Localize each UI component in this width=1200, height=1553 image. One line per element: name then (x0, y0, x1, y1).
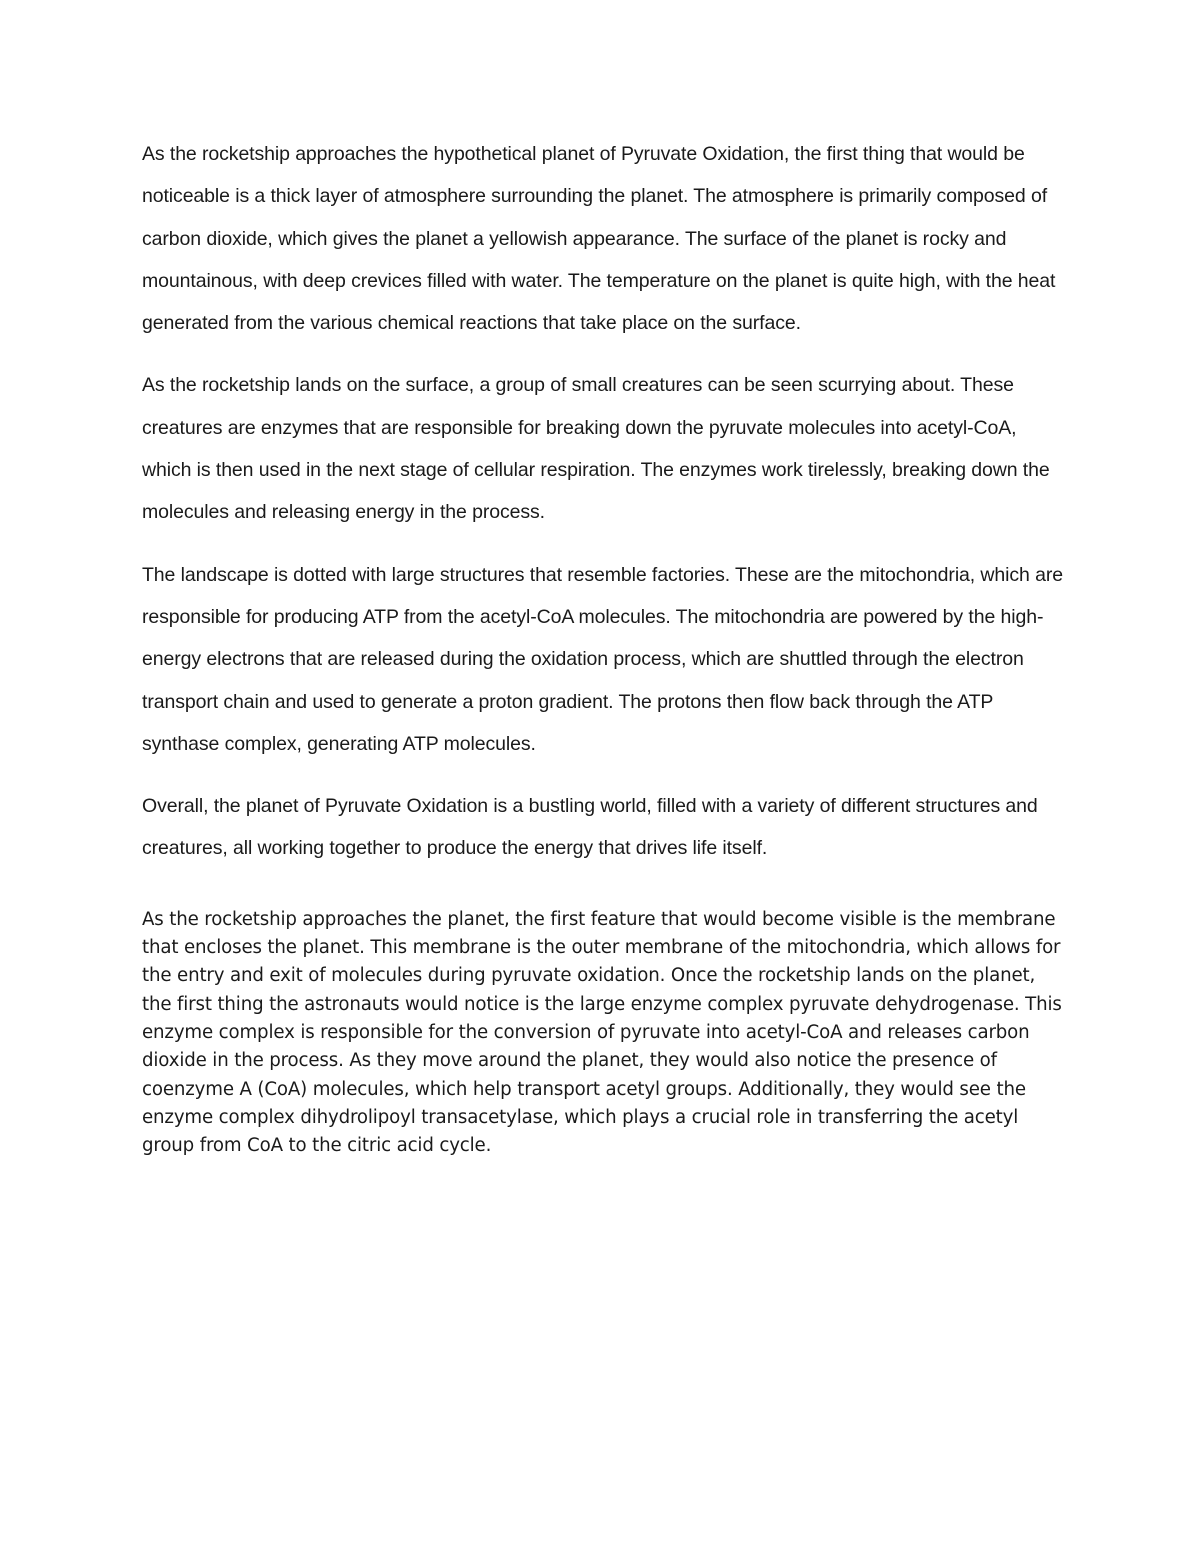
paragraph-mitochondria: The landscape is dotted with large structures that resemble factories. These are the mitochondria, which are responsible for producing ATP from the acetyl-CoA molecules. The mitochondria are powered by the high-energy electrons that are released during the oxidation process, which are shuttled through the electron transport chain and used to generate a proton gradient. The protons then flow back through the ATP synthase complex, generating ATP molecules. (142, 563, 1063, 755)
document-body (142, 133, 1067, 1160)
paragraph-enzymes: As the rocketship lands on the surface, a group of small creatures can be seen scurrying about. These creatures are enzymes that are responsible for breaking down the pyruvate molecules into acetyl-CoA, which is then used in the next stage of cellular respiration. The enzymes work tirelessly, breaking down the molecules and releasing energy in the process. (142, 374, 1050, 524)
section-spacer (142, 890, 1067, 906)
paragraph-atmosphere: As the rocketship approaches the hypothetical planet of Pyruvate Oxidation, the first thing that would be noticeable is a thick layer of atmosphere surrounding the planet. The atmosphere is primarily composed of carbon dioxide, which gives the planet a yellowish appearance. The surface of the planet is rocky and mountainous, with deep crevices filled with water. The temperature on the planet is quite high, with the heat generated from the various chemical reactions that take place on the surface. (142, 143, 1056, 335)
paragraph-membrane: As the rocketship approaches the planet, the first feature that would become visible is the membrane that encloses the planet. This membrane is the outer membrane of the mitochondria, which allows for the entry and exit of molecules during pyruvate oxidation. Once the rocketship lands on the planet, the first thing the astronauts would notice is the large enzyme complex pyruvate dehydrogenase. This enzyme complex is responsible for the conversion of pyruvate into acetyl-CoA and releases carbon dioxide in the process. As they move around the planet, they would also notice the presence of coenzyme A (CoA) molecules, which help transport acetyl groups. Additionally, they would see the enzyme complex dihydrolipoyl transacetylase, which plays a crucial role in transferring the acetyl group from CoA to the citric acid cycle. (142, 908, 1062, 1157)
paragraph-overall: Overall, the planet of Pyruvate Oxidation is a bustling world, filled with a variety of different structures and creatures, all working together to produce the energy that drives life itself. (142, 795, 1038, 860)
